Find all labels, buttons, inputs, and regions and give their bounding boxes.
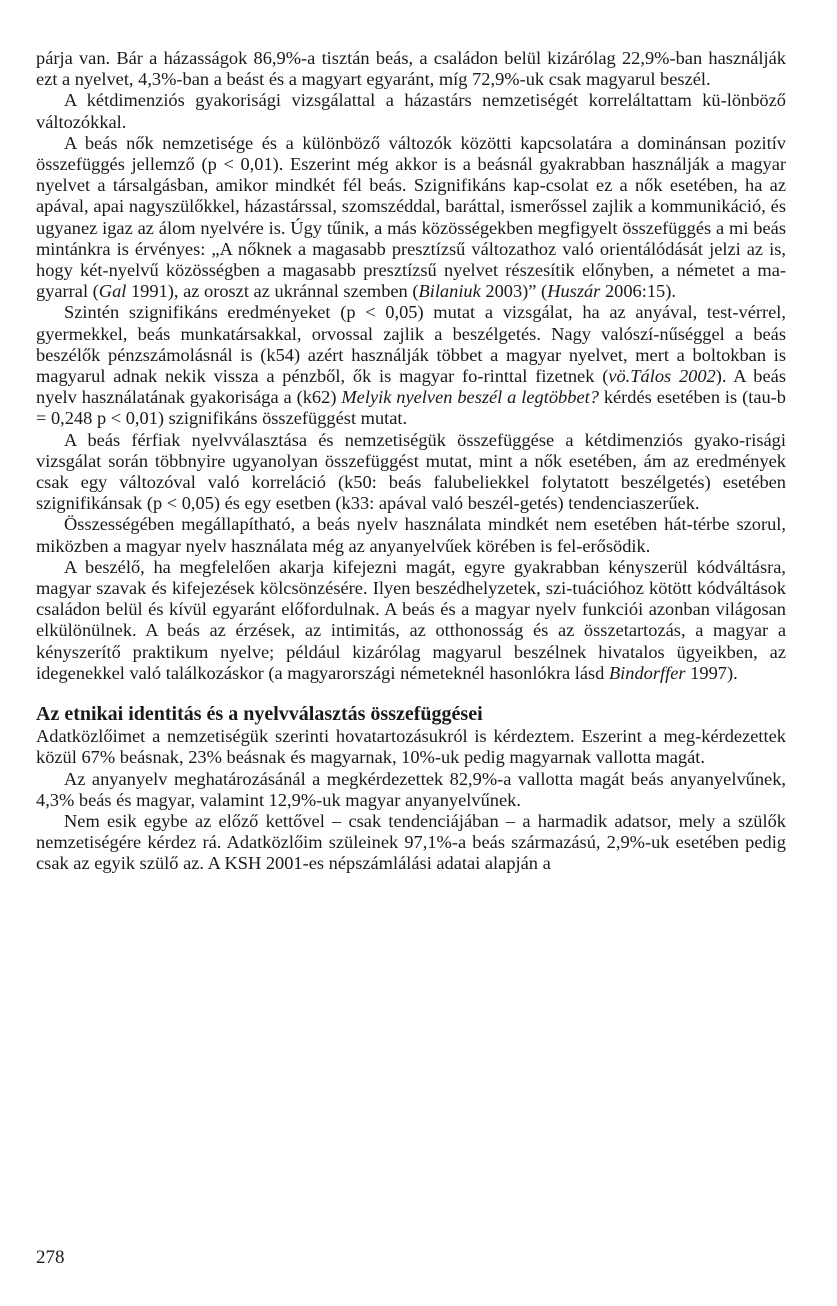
text-run: Szintén szignifikáns eredményeket (p < 0,05) mutat a vizsgálat, ha az anyával, test-vérrel, gyermekkel, beás munkatársakkal, orvossal zajlik a beszélgetés. Nagy valószí-nűséggel a beás beszélők pénzszámolásnál is (k54) azért használják többet a magyar nyelvet, mert a boltokban is magyarul adnak nekik vissza a pénzből, ők is magyar fo-rinttal fizetnek ( xyxy=(36,302,786,387)
text-run: 1997). xyxy=(685,662,738,683)
italic-text: Bindorffer xyxy=(608,662,686,683)
text-run: 2006:15). xyxy=(600,281,676,302)
italic-text: Melyik nyelven beszél a legtöbbet? xyxy=(341,387,599,408)
text-run: A kétdimenziós gyakorisági vizsgálattal a házastárs nemzetiségét korreláltattam kü-lönböző változókkal. xyxy=(36,90,786,132)
body-text-section-2 xyxy=(36,726,786,874)
paragraph xyxy=(36,430,786,515)
page-body xyxy=(36,48,786,875)
paragraph xyxy=(36,302,786,429)
text-run: A beás nők nemzetisége és a különböző változók közötti kapcsolatára a dominánsan pozitív összefüggés jellemző (p < 0,01). Eszerint még akkor is a beásnál gyakrabban használják a magyar nyelvet a társalgásban, amikor mindkét fél beás. Szignifikáns kap-csolat ez a nők esetében, ha az apával, apai nagyszülőkkel, házastárssal, szomszéddal, baráttal, ismerőssel zajlik a kommunikáció, és ugyanez igaz az álom nyelvére is. Úgy tűnik, a más közösségekben megfigyelt összefüggés a mi beás mintánkra is érvényes: „A nőknek a magasabb presztízsű változathoz való orientálódását jelzi az is, hogy két-nyelvű közösségben a magasabb presztízsű nyelvet részesítik előnyben, a németet a ma-gyarral ( xyxy=(36,132,786,302)
paragraph xyxy=(36,48,786,90)
paragraph xyxy=(36,811,786,875)
text-run: Az anyanyelv meghatározásánál a megkérdezettek 82,9%-a vallotta magát beás anyanyelvűnek, 4,3% beás és magyar, valamint 12,9%-uk magyar anyanyelvűnek. xyxy=(36,768,786,810)
italic-text: Gal xyxy=(98,281,127,302)
paragraph xyxy=(36,557,786,684)
text-run: kérdés esetében is (tau-b = 0,248 p < 0,01) szignifikáns összefüggést mutat. xyxy=(36,387,787,429)
italic-text: Bilaniuk xyxy=(418,281,481,302)
body-text-section-1 xyxy=(36,48,786,684)
paragraph xyxy=(36,133,786,303)
text-run: 2003)” ( xyxy=(480,281,548,302)
italic-text: vö.Tálos 2002 xyxy=(608,366,716,387)
text-run: Nem esik egybe az előző kettővel – csak tendenciájában – a harmadik adatsor, mely a szülők nemzetiségére kérdez rá. Adatközlőim szüleinek 97,1%-a beás származású, 2,9%-uk esetében pedig csak az egyik szülő az. A KSH 2001-es népszámlálási adatai alapján a xyxy=(36,810,786,874)
text-run: párja van. Bár a házasságok 86,9%-a tisztán beás, a családon belül kizárólag 22,9%-ban használják ezt a nyelvet, 4,3%-ban a beást és a magyart egyaránt, míg 72,9%-uk csak magyarul beszél. xyxy=(36,48,786,90)
section-heading: Az etnikai identitás és a nyelvválasztás összefüggései xyxy=(36,703,483,726)
page-number: 278 xyxy=(36,1247,65,1268)
paragraph xyxy=(36,726,786,768)
text-run: Adatközlőimet a nemzetiségük szerinti hovatartozásukról is kérdeztem. Eszerint a meg-kérdezettek közül 67% beásnak, 23% beásnak és magyarnak, 10%-uk pedig magyarnak vallotta magát. xyxy=(36,726,786,768)
paragraph xyxy=(36,90,786,132)
paragraph xyxy=(36,514,786,556)
text-run: A beszélő, ha megfelelően akarja kifejezni magát, egyre gyakrabban kényszerül kódváltásra, magyar szavak és kifejezések kölcsönzésére. Ilyen beszédhelyzetek, szi-tuációhoz kötött kódváltások családon belül és kívül egyaránt előfordulnak. A beás és a magyar nyelv funkciói azonban világosan elkülönülnek. A beás az érzések, az intimitás, az otthonosság és az összetartozás, a magyar a kényszerítő praktikum nyelve; például kizárólag magyarul beszélnek hivatalos ügyeikben, az idegenekkel való találkozáskor (a magyarországi németeknél hasonlókra lásd xyxy=(36,556,786,683)
paragraph xyxy=(36,769,786,811)
text-run: ). A beás nyelv használatának gyakorisága a (k62) xyxy=(36,366,786,408)
text-run: A beás férfiak nyelvválasztása és nemzetiségük összefüggése a kétdimenziós gyako-risági vizsgálat során többnyire ugyanolyan összefüggést mutat, mint a nők esetében, ám az eredmények csak egy változóval való korreláció (k50: beás falubeliekkel folytatott beszélgetés) esetében szignifikánsak (p < 0,05) és egy esetben (k33: apával való beszél-getés) tendenciaszerűek. xyxy=(36,429,786,514)
text-run: Összességében megállapítható, a beás nyelv használata mindkét nem esetében hát-térbe szorul, miközben a magyar nyelv használata még az anyanyelvűek körében is fel-erősödik. xyxy=(36,514,786,556)
text-run: 1991), az oroszt az ukránnal szemben ( xyxy=(126,281,419,302)
italic-text: Huszár xyxy=(547,281,601,302)
